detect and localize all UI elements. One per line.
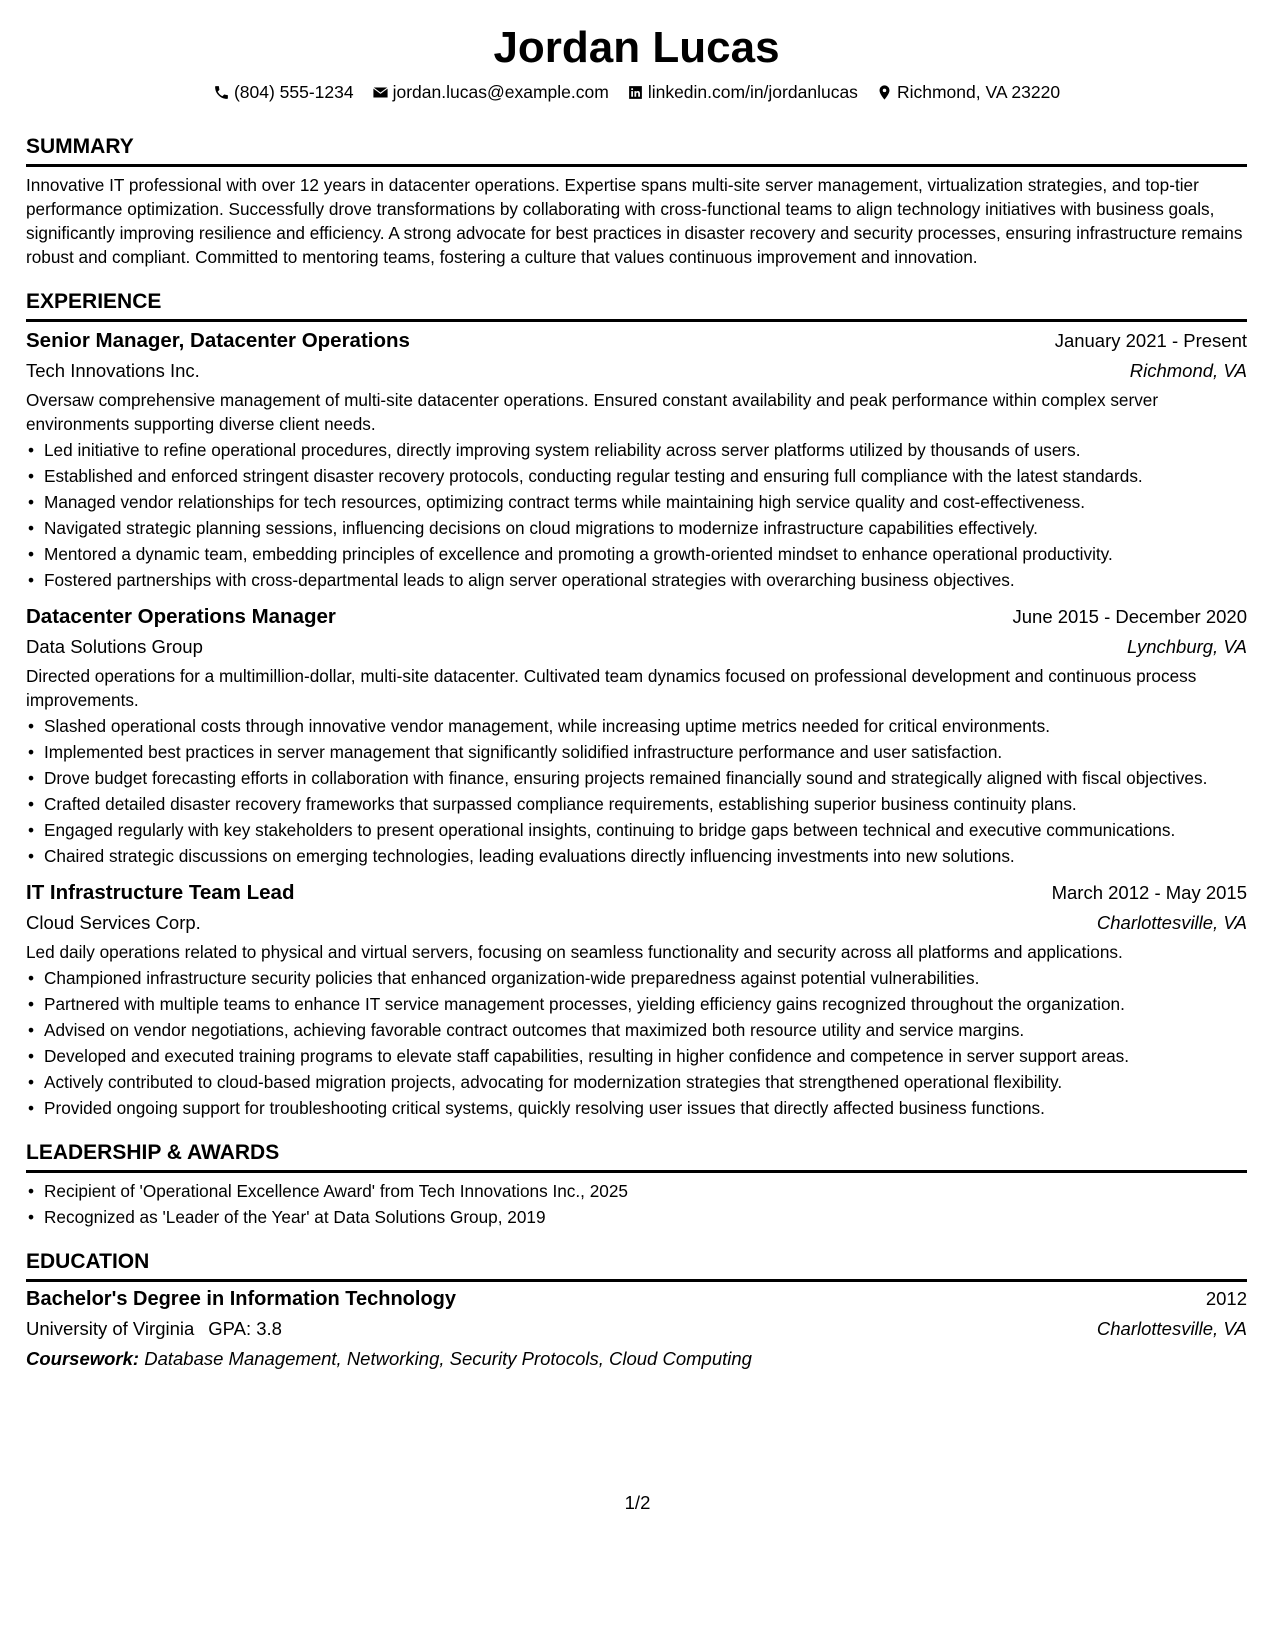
envelope-icon — [372, 84, 389, 101]
job-entry — [26, 326, 1247, 592]
list-item: • Partnered with multiple teams to enhance IT service management processes, yielding efficiency gains recognized throughout the organization. — [44, 992, 1247, 1016]
list-item: • Chaired strategic discussions on emerging technologies, leading evaluations directly influencing investments into new solutions. — [44, 844, 1247, 868]
list-item: • Recognized as 'Leader of the Year' at Data Solutions Group, 2019 — [44, 1205, 1247, 1229]
resume-page — [26, 22, 1247, 1374]
job-location: Charlottesville, VA — [1096, 912, 1247, 933]
contact-phone[interactable] — [213, 80, 354, 104]
list-item: • Drove budget forecasting efforts in collaboration with finance, ensuring projects remained financially sound and strategically aligned with fiscal objectives. — [44, 766, 1247, 790]
list-item: • Recipient of 'Operational Excellence Award' from Tech Innovations Inc., 2025 — [44, 1179, 1247, 1203]
company-name: Cloud Services Corp. — [26, 912, 201, 933]
list-item: • Led initiative to refine operational procedures, directly improving system reliability across server platforms utilized by thousands of users. — [44, 438, 1247, 462]
school-location: Charlottesville, VA — [1096, 1318, 1247, 1339]
list-item: • Provided ongoing support for troubleshooting critical systems, quickly resolving user issues that directly affected business functions. — [44, 1096, 1247, 1120]
list-item: • Implemented best practices in server management that significantly solidified infrastructure performance and user satisfaction. — [44, 740, 1247, 764]
section-title: EXPERIENCE — [26, 289, 1247, 322]
awards-list — [26, 1179, 1247, 1229]
company-name: Data Solutions Group — [26, 636, 203, 657]
list-item: • Crafted detailed disaster recovery frameworks that surpassed compliance requirements, establishing superior business continuity plans. — [44, 792, 1247, 816]
job-title: Datacenter Operations Manager — [26, 605, 336, 628]
contact-email[interactable] — [372, 80, 609, 104]
list-item: • Developed and executed training programs to elevate staff capabilities, resulting in higher confidence and competence in server support areas. — [44, 1044, 1247, 1068]
contact-location — [876, 80, 1060, 104]
degree-title: Bachelor's Degree in Information Technology — [26, 1288, 457, 1310]
phone-icon — [213, 84, 230, 101]
job-title: IT Infrastructure Team Lead — [26, 881, 295, 904]
job-location: Lynchburg, VA — [1127, 636, 1247, 657]
job-entry — [26, 602, 1247, 868]
map-pin-icon — [876, 84, 893, 101]
school-name: University of Virginia — [26, 1318, 195, 1339]
company-name: Tech Innovations Inc. — [26, 360, 200, 381]
job-dates: March 2012 - May 2015 — [1051, 882, 1247, 903]
job-summary: Directed operations for a multimillion-dollar, multi-site datacenter. Cultivated team dynamics focused on professional development and continuous process improvements. — [26, 666, 1197, 710]
list-item: • Navigated strategic planning sessions, influencing decisions on cloud migrations to modernize infrastructure capabilities effectively. — [44, 516, 1247, 540]
job-bullets — [26, 438, 1247, 592]
list-item: • Advised on vendor negotiations, achieving favorable contract outcomes that maximized both resource utility and service margins. — [44, 1018, 1247, 1042]
list-item: • Championed infrastructure security policies that enhanced organization-wide preparedness against potential vulnerabilities. — [44, 966, 1247, 990]
list-item: • Actively contributed to cloud-based migration projects, advocating for modernization strategies that strengthened operational flexibility. — [44, 1070, 1247, 1094]
list-item: • Mentored a dynamic team, embedding principles of excellence and promoting a growth-oriented mindset to enhance operational productivity. — [44, 542, 1247, 566]
gpa: GPA: 3.8 — [208, 1318, 282, 1339]
list-item: • Managed vendor relationships for tech resources, optimizing contract terms while maintaining high service quality and cost-effectiveness. — [44, 490, 1247, 514]
location-text: Richmond, VA 23220 — [896, 82, 1061, 102]
section-title: SUMMARY — [26, 134, 1247, 167]
job-title: Senior Manager, Datacenter Operations — [26, 329, 410, 352]
page-number: 1/2 — [624, 1492, 651, 1513]
coursework-label: Coursework: — [26, 1348, 140, 1369]
contact-linkedin[interactable] — [627, 80, 858, 104]
awards-section — [26, 1140, 1247, 1229]
email-text: jordan.lucas@example.com — [392, 82, 609, 102]
coursework — [26, 1344, 1247, 1374]
job-dates: January 2021 - Present — [1054, 330, 1247, 351]
section-title: LEADERSHIP & AWARDS — [26, 1140, 1247, 1173]
linkedin-text: linkedin.com/in/jordanlucas — [647, 82, 858, 102]
list-item: • Fostered partnerships with cross-departmental leads to align server operational strategies with overarching business objectives. — [44, 568, 1247, 592]
summary-section — [26, 134, 1247, 269]
candidate-name: Jordan Lucas — [493, 23, 780, 72]
summary-text: Innovative IT professional with over 12 years in datacenter operations. Expertise spans multi-site server management, virtualization strategies, and top-tier performance optimization. Successfully drove transformations by collaborating with cross-functional teams to align technology initiatives with business goals, significantly improving resilience and efficiency. A strong advocate for best practices in disaster recovery and security processes, ensuring infrastructure remains robust and compliant. Committed to mentoring teams, fostering a culture that values continuous improvement and innovation. — [26, 175, 1243, 267]
phone-text: (804) 555-1234 — [233, 82, 354, 102]
job-dates: June 2015 - December 2020 — [1012, 606, 1247, 627]
experience-section — [26, 289, 1247, 1120]
job-summary: Oversaw comprehensive management of multi-site datacenter operations. Ensured constant availability and peak performance within complex server environments supporting diverse client needs. — [26, 390, 1159, 434]
section-title: EDUCATION — [26, 1249, 1247, 1282]
job-location: Richmond, VA — [1129, 360, 1247, 381]
contact-bar — [26, 80, 1247, 104]
list-item: • Engaged regularly with key stakeholders to present operational insights, continuing to bridge gaps between technical and executive communications. — [44, 818, 1247, 842]
education-section — [26, 1249, 1247, 1374]
job-summary: Led daily operations related to physical and virtual servers, focusing on seamless functionality and security across all platforms and applications. — [26, 942, 1123, 962]
graduation-year: 2012 — [1205, 1288, 1247, 1309]
job-bullets — [26, 966, 1247, 1120]
job-entry — [26, 878, 1247, 1120]
linkedin-icon — [627, 84, 644, 101]
job-bullets — [26, 714, 1247, 868]
coursework-list: Database Management, Networking, Security Protocols, Cloud Computing — [144, 1348, 752, 1369]
list-item: • Slashed operational costs through innovative vendor management, while increasing uptime metrics needed for critical environments. — [44, 714, 1247, 738]
list-item: • Established and enforced stringent disaster recovery protocols, conducting regular testing and ensuring full compliance with the latest standards. — [44, 464, 1247, 488]
